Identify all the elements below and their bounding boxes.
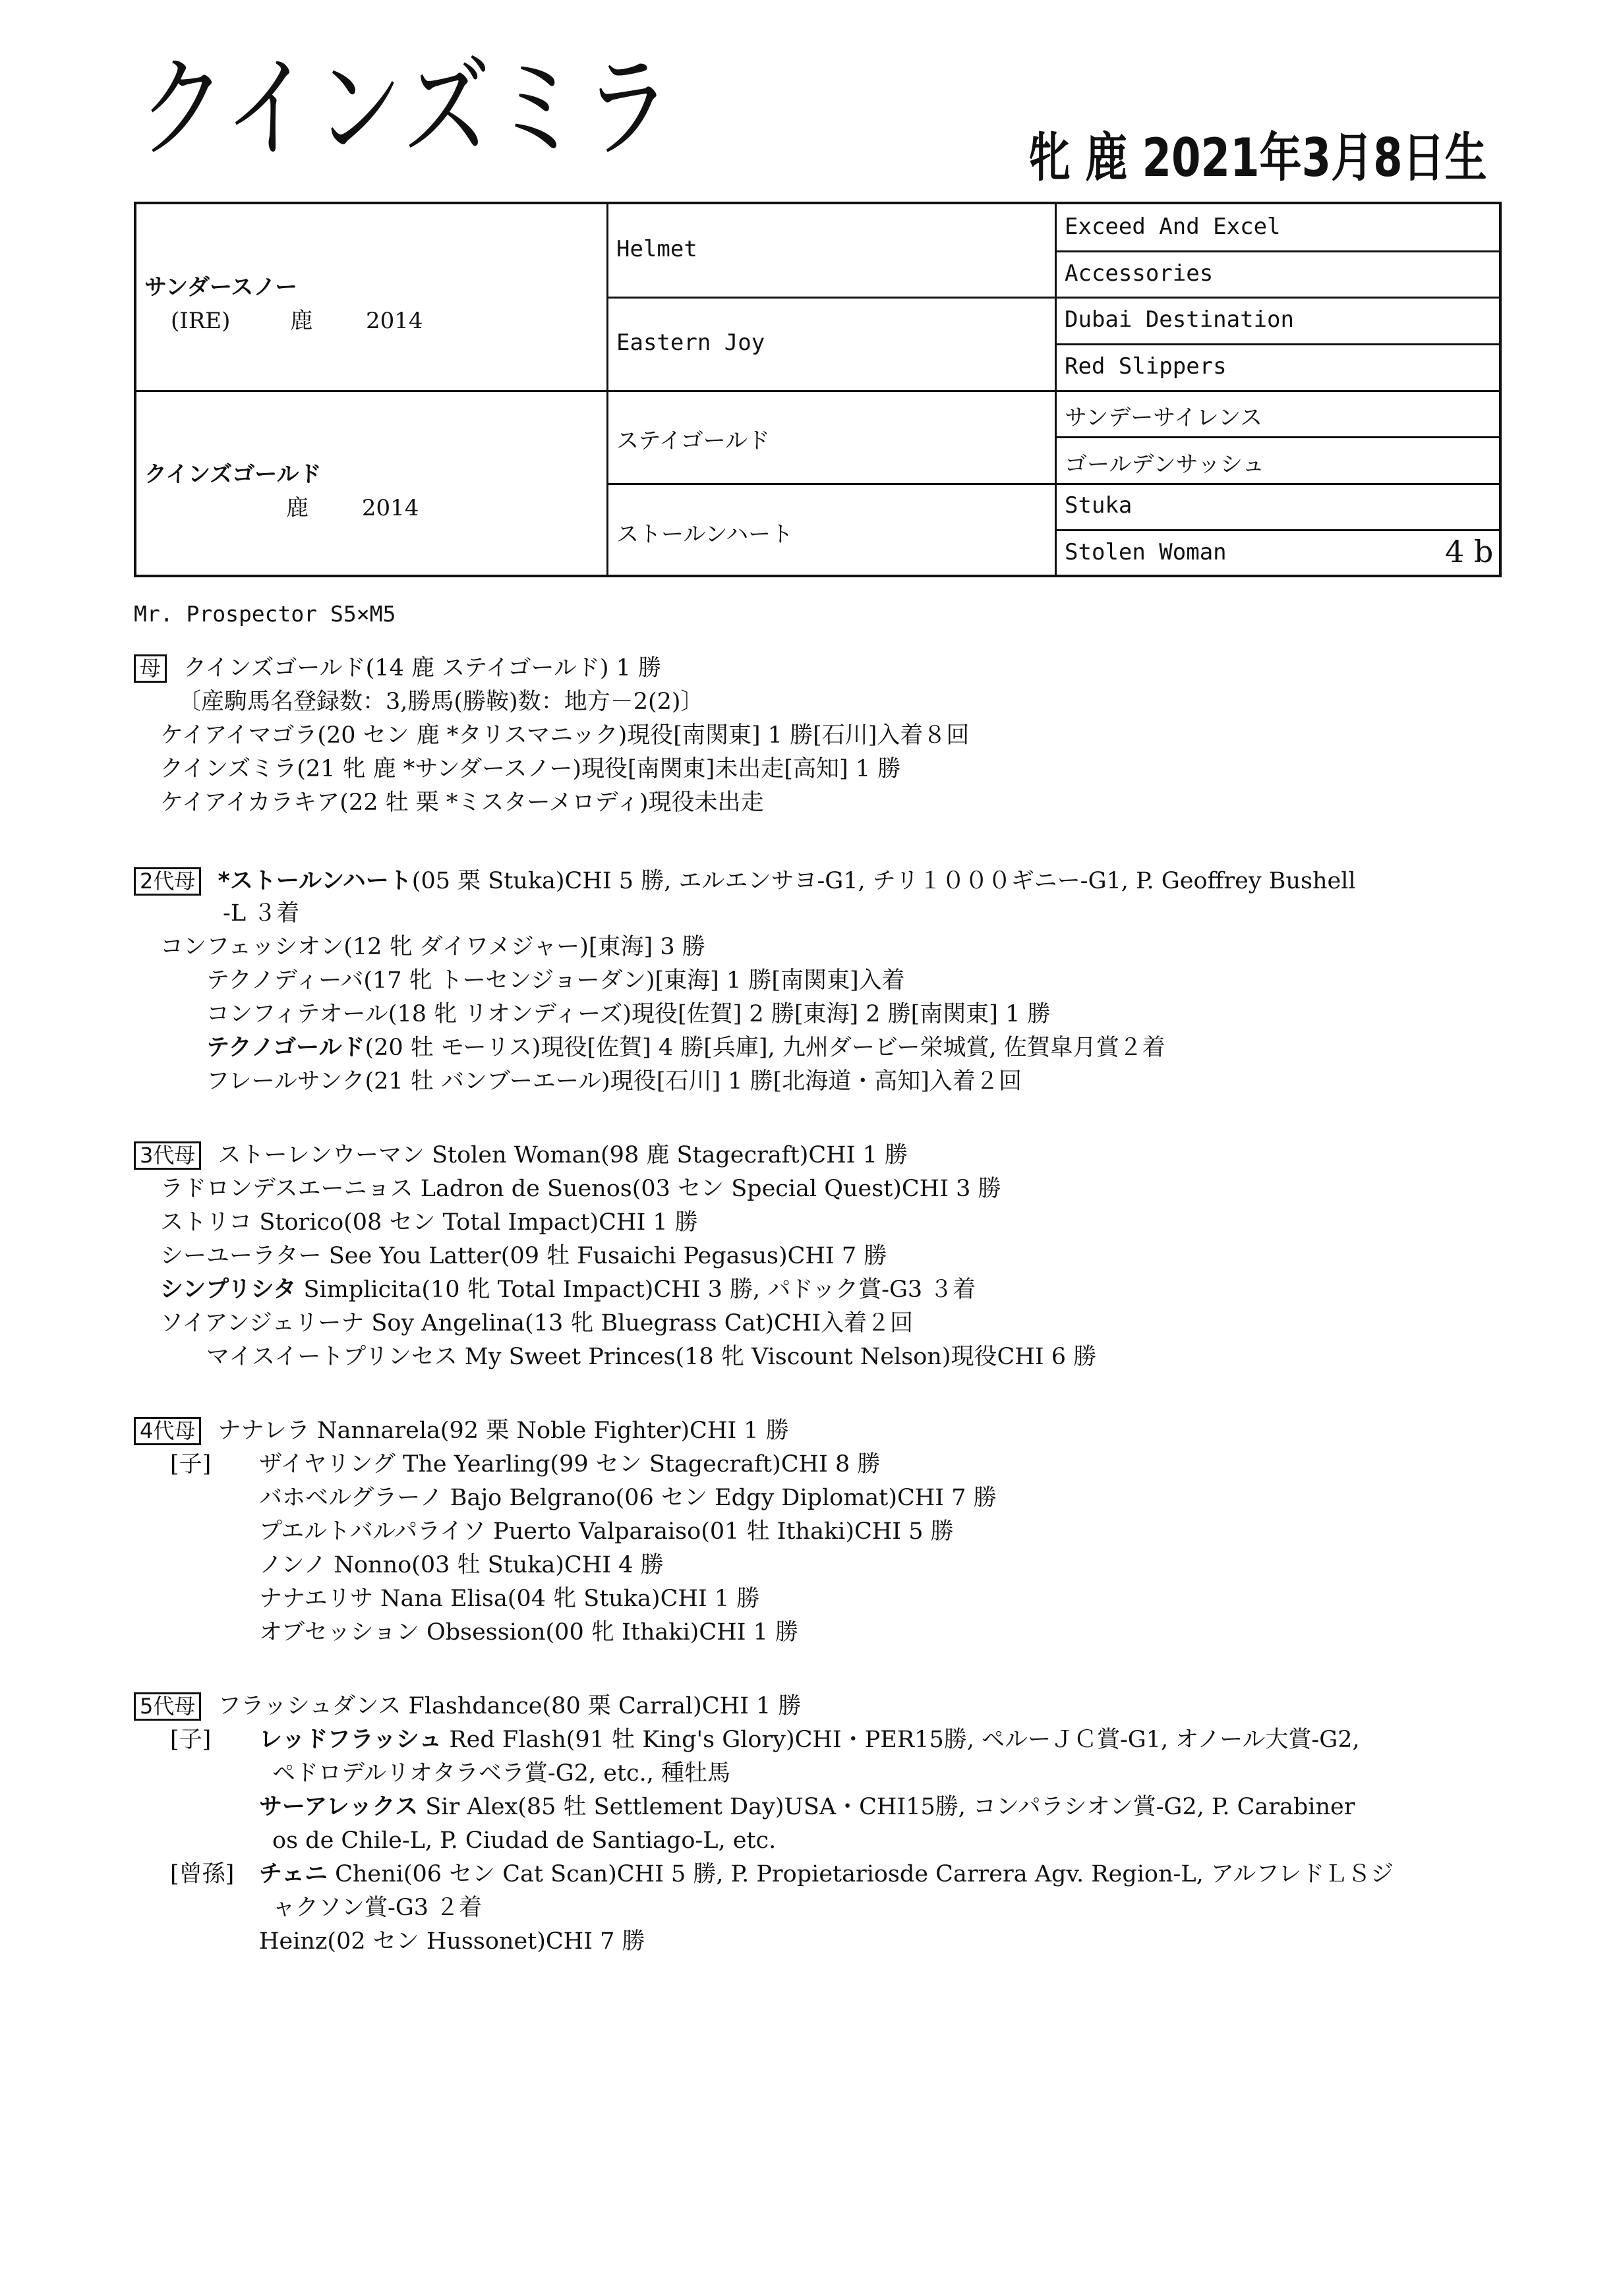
section-tag-dam: 母 (134, 654, 167, 683)
gen3-produce-row: ソイアンジェリーナ Soy Angelina(13 牝 Bluegrass Cat)CHI入着２回 (160, 1310, 914, 1336)
gen3-produce-row: ストリコ Storico(08 セン Total Impact)CHI 1 勝 (160, 1209, 698, 1236)
gen3-dam-summary: ストーレンウーマン Stolen Woman(98 鹿 Stagecraft)CHI 1 勝 (218, 1142, 908, 1168)
gen2-bold-record: (20 牡 モーリス)現役[佐賀] 4 勝[兵庫], 九州ダービー栄城賞, 佐賀皐月賞２着 (365, 1035, 1165, 1061)
sire-color: 鹿 (290, 308, 313, 334)
gen3-bold-record: Simplicita(10 牝 Total Impact)CHI 3 勝, パドック賞-G3 ３着 (296, 1277, 976, 1303)
dam-color: 鹿 (286, 495, 309, 521)
sire-cell (144, 269, 423, 335)
cheni-record: Cheni(06 セン Cat Scan)CHI 5 勝, P. Propietariosde Carrera Agv. Region-L, アルフレドＬＳジ (327, 1861, 1394, 1887)
gen2-sire-dam: Eastern Joy (616, 330, 765, 356)
gen4-dam-summary: ナナレラ Nannarela(92 栗 Noble Fighter)CHI 1 勝 (218, 1418, 789, 1444)
dam-produce-row: クインズミラ(21 牝 鹿 *サンダースノー)現役[南関東]未出走[高知] 1 勝 (160, 756, 901, 782)
gen2-produce-row: テクノディーバ(17 牝 トーセンジョーダン)[東海] 1 勝[南関東]入着 (206, 967, 905, 994)
gen3-1: Exceed And Excel (1065, 214, 1281, 240)
gen4-produce-row: ザイヤリング The Yearling(99 セン Stagecraft)CHI 8 勝 (259, 1451, 881, 1478)
gen5-produce-row-bold (259, 1726, 1360, 1754)
gen4-produce-row: オブセッション Obsession(00 牝 Ithaki)CHI 1 勝 (259, 1619, 798, 1646)
dam-produce-row: ケイアイカラキア(22 牡 栗 *ミスターメロディ)現役未出走 (160, 789, 764, 816)
gen3-2: Accessories (1065, 260, 1214, 287)
sir-alex-name: サーアレックス (259, 1794, 419, 1820)
section-tag-gen3: 3代母 (134, 1141, 201, 1170)
sir-alex-record: Sir Alex(85 牡 Settlement Day)USA・CHI15勝, コンパラシオン賞-G2, P. Carabiner (418, 1794, 1355, 1820)
gen3-3: Dubai Destination (1065, 306, 1294, 333)
gen3-8: Stolen Woman (1065, 539, 1227, 565)
horse-sex-color-birthdate: 牝 鹿 2021年3月8日生 (1028, 127, 1487, 188)
dam-produce-stats: 〔産駒馬名登録数：3,勝馬(勝鞍)数：地方－2(2)〕 (178, 689, 704, 715)
gen3-6: ゴールデンサッシュ (1065, 451, 1265, 478)
section-tag-gen2: 2代母 (134, 867, 201, 896)
gen3-dam-line-1 (134, 1141, 908, 1170)
pedigree-table (134, 202, 1502, 577)
cheni-record-cont: ャクソン賞-G3 ２着 (272, 1895, 483, 1921)
cheni-name: チェニ (259, 1861, 328, 1887)
gen2-produce-row: フレールサンク(21 牡 バンブーエール)現役[石川] 1 勝[北海道・高知]入着２回 (206, 1068, 1022, 1095)
gen4-produce-row: ノンノ Nonno(03 牡 Stuka)CHI 4 勝 (259, 1552, 664, 1578)
gen2-dam-record-cont: -L ３着 (223, 900, 300, 927)
gen2-dam-line-1 (134, 867, 1356, 896)
gen5-dam-summary: フラッシュダンス Flashdance(80 栗 Carral)CHI 1 勝 (218, 1693, 802, 1719)
gen2-produce-row-bold (206, 1034, 1165, 1062)
dam-details (144, 490, 419, 522)
sir-alex-record-cont: os de Chile-L, P. Ciudad de Santiago-L, etc. (272, 1827, 777, 1854)
gen2-produce-row: コンフェッシオン(12 牝 ダイワメジャー)[東海] 3 勝 (160, 934, 705, 960)
gen3-produce-row: マイスイートプリンセス My Sweet Princes(18 牝 Viscount Nelson)現役CHI 6 勝 (206, 1344, 1097, 1370)
gen2-dam-sire: ステイゴールド (616, 428, 770, 454)
gen2-dam-record: (05 栗 Stuka)CHI 5 勝, エルエンサヨ-G1, チリ１０００ギニー-G1, P. Geoffrey Bushell (411, 868, 1356, 894)
gen5-produce-row-bold (259, 1793, 1355, 1821)
dam-cell (144, 456, 419, 522)
dam-name: クインズゴールド (144, 461, 322, 488)
gen5-produce-row-bold (259, 1860, 1394, 1888)
gen2-dam-name: *ストールンハート (218, 868, 412, 894)
handwritten-note: 4 b (1445, 534, 1494, 569)
dam-summary: クインズゴールド(14 鹿 ステイゴールド) 1 勝 (183, 655, 662, 681)
gen4-sub-tag: [子] (170, 1451, 212, 1478)
gen3-produce-row: ラドロンデスエーニョス Ladron de Suenos(03 セン Special Quest)CHI 3 勝 (160, 1176, 1001, 1202)
dam-produce-row: ケイアイマゴラ(20 セン 鹿 *タリスマニック)現役[南関東] 1 勝[石川]入着８回 (160, 722, 970, 749)
gen3-produce-row: シーユーラター See You Latter(09 牡 Fusaichi Pegasus)CHI 7 勝 (160, 1243, 887, 1269)
gen3-7: Stuka (1065, 492, 1133, 519)
inbreeding-cross: Mr. Prospector S5×M5 (134, 601, 396, 627)
gen3-5: サンデーサイレンス (1065, 405, 1263, 431)
red-flash-name: レッドフラッシュ (259, 1727, 442, 1753)
section-tag-gen5: 5代母 (134, 1692, 201, 1721)
gen2-produce-row: コンフィテオール(18 牝 リオンディーズ)現役[佐賀] 2 勝[東海] 2 勝[南関東] 1 勝 (206, 1001, 1051, 1027)
sire-year: 2014 (366, 308, 423, 334)
horse-name-title: クインズミラ (138, 43, 675, 174)
gen5-dam-line-1 (134, 1692, 801, 1721)
gen5-sub-tag: [子] (170, 1727, 212, 1753)
red-flash-record-cont: ペドロデルリオタラベラ賞-G2, etc., 種牡馬 (272, 1760, 730, 1787)
gen2-dam-dam: ストールンハート (616, 521, 794, 548)
sire-details (144, 302, 423, 335)
gen4-dam-line-1 (134, 1417, 789, 1445)
gen5-produce-row: Heinz(02 セン Hussonet)CHI 7 勝 (259, 1928, 645, 1955)
dam-year: 2014 (361, 495, 419, 521)
gen4-produce-row: バホベルグラーノ Bajo Belgrano(06 セン Edgy Diplomat)CHI 7 勝 (259, 1485, 997, 1511)
sire-name: サンダースノー (144, 274, 298, 301)
gen3-bold-horse: シンプリシタ (160, 1277, 297, 1303)
gen5-great-grandchild-tag: [曾孫] (170, 1861, 235, 1887)
gen4-produce-row: ナナエリサ Nana Elisa(04 牝 Stuka)CHI 1 勝 (259, 1586, 760, 1612)
gen3-4: Red Slippers (1065, 353, 1227, 380)
red-flash-record: Red Flash(91 牡 King's Glory)CHI・PER15勝, ペルーＪＣ賞-G1, オノール大賞-G2, (442, 1727, 1360, 1753)
sire-origin: (IRE) (171, 308, 231, 334)
gen2-bold-horse: テクノゴールド (206, 1035, 365, 1061)
gen2-sire-sire: Helmet (616, 236, 697, 262)
dam-line-1 (134, 654, 661, 683)
gen3-produce-row-bold (160, 1276, 976, 1304)
section-tag-gen4: 4代母 (134, 1417, 201, 1445)
gen4-produce-row: プエルトバルパライソ Puerto Valparaiso(01 牡 Ithaki)CHI 5 勝 (259, 1518, 954, 1545)
